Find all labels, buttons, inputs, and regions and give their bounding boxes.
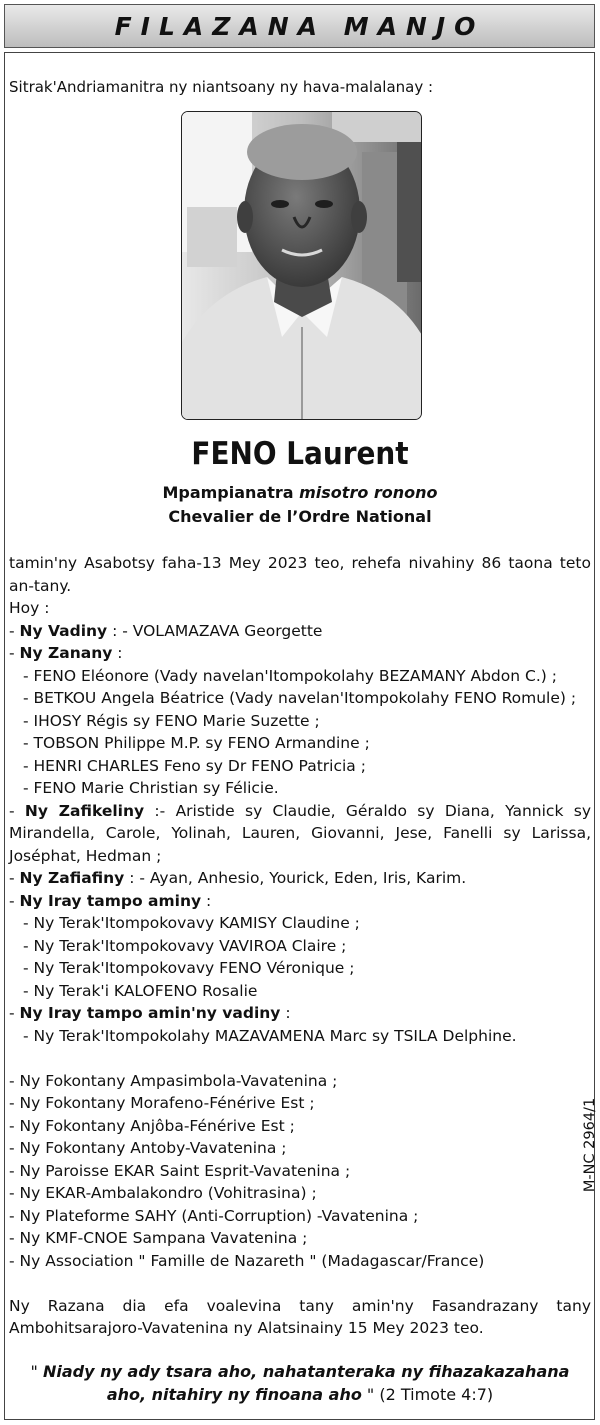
header-banner xyxy=(4,4,595,48)
portrait-image xyxy=(182,112,422,420)
intro-text: Sitrak'Andriamanitra ny niantsoany ny hava-malalanay : xyxy=(9,78,434,96)
vady-value: : - VOLAMAZAVA Georgette xyxy=(107,621,323,640)
list-item: - FENO Eléonore (Vady navelan'Itompokolahy BEZAMANY Abdon C.) ; xyxy=(23,666,557,685)
hoy-label: Hoy : xyxy=(9,599,50,617)
list-item: - BETKOU Angela Béatrice (Vady navelan'Itompokolahy FENO Romule) ; xyxy=(23,689,577,707)
announcement-text: tamin'ny Asabotsy faha-13 Mey 2023 teo, rehefa nivahiny 86 taona teto an-tany. xyxy=(9,554,591,595)
list-item: - Ny Terak'Itompokovavy FENO Véronique ; xyxy=(23,959,355,977)
list-item: - FENO Marie Christian sy Félicie. xyxy=(23,779,279,797)
header-title: FILAZANA MANJO xyxy=(114,12,485,41)
organization-item: - Ny Fokontany Antoby-Vavatenina ; xyxy=(9,1139,287,1157)
deceased-profession: Mpampianatra xyxy=(162,483,300,502)
zanany-label: Ny Zanany xyxy=(19,644,113,662)
bible-quote xyxy=(20,1360,580,1406)
zafikeliny-value: :- Aristide sy Claudie, Géraldo sy Diana, Yannick sy Mirandella, Carole, Yolinah, Lauren, Giovanni, Jese, Fanelli sy Larissa, Joséphat, Hedman ; xyxy=(9,801,591,865)
list-item: - HENRI CHARLES Feno sy Dr FENO Patricia ; xyxy=(23,756,366,775)
vady-line: - Ny Vadiny : - VOLAMAZAVA Georgette xyxy=(9,621,323,640)
iray-tampo-vady-line: - Ny Iray tampo amin'ny vadiny : xyxy=(9,1004,291,1022)
reference-text: M-NC 2964/1 xyxy=(582,1097,598,1193)
list-item: - IHOSY Régis sy FENO Marie Suzette ; xyxy=(23,711,320,730)
deceased-retired: misotro ronono xyxy=(299,483,438,502)
organization-item: - Ny EKAR-Ambalakondro (Vohitrasina) ; xyxy=(9,1184,317,1202)
organization-item: - Ny Association " Famille de Nazareth " (Madagascar/France) xyxy=(9,1251,485,1270)
notice-body xyxy=(9,552,591,1340)
iray-tampo-line: - Ny Iray tampo aminy : xyxy=(9,891,212,910)
quote-text: Niady ny ady tsara aho, nahatanteraka ny fihazakazahana aho, nitahiry ny finoana aho xyxy=(43,1362,570,1404)
zafikeliny-label: Ny Zafikeliny xyxy=(24,801,145,820)
deceased-title-line2: Chevalier de l’Ordre National xyxy=(168,507,432,526)
organization-item: - Ny KMF-CNOE Sampana Vavatenina ; xyxy=(9,1229,308,1247)
iray-tampo-vady-label: Ny Iray tampo amin'ny vadiny xyxy=(19,1004,281,1022)
zafiafiny-label: Ny Zafiafiny xyxy=(19,869,125,887)
zafikeliny-line: - Ny Zafikeliny :- Aristide sy Claudie, Géraldo sy Diana, Yannick sy Mirandella, Carole, Yolinah, Lauren, Giovanni, Jese, Fanelli sy Larissa, Joséphat, Hedman ; xyxy=(9,801,591,865)
zafiafiny-line: - Ny Zafiafiny : - Ayan, Anhesio, Yourick, Eden, Iris, Karim. xyxy=(9,869,467,887)
portrait-photo xyxy=(181,111,422,420)
iray-tampo-label: Ny Iray tampo aminy xyxy=(19,891,202,910)
list-item: - TOBSON Philippe M.P. sy FENO Armandine ; xyxy=(23,734,370,752)
organization-item: - Ny Plateforme SAHY (Anti-Corruption) -Vavatenina ; xyxy=(9,1206,419,1225)
deceased-title-line1 xyxy=(0,483,600,502)
burial-text: Ny Razana dia efa voalevina tany amin'ny Fasandrazany tany Ambohitsarajoro-Vavatenina ny Alatsinainy 15 Mey 2023 teo. xyxy=(9,1296,591,1337)
reference-code xyxy=(578,1090,600,1200)
quote-close: " xyxy=(361,1385,380,1404)
organization-item: - Ny Paroisse EKAR Saint Esprit-Vavatenina ; xyxy=(9,1161,351,1180)
organization-item: - Ny Fokontany Anjôba-Fénérive Est ; xyxy=(9,1116,295,1135)
zafiafiny-value: : - Ayan, Anhesio, Yourick, Eden, Iris, Karim. xyxy=(124,869,467,887)
list-item: - Ny Terak'Itompokolahy MAZAVAMENA Marc sy TSILA Delphine. xyxy=(23,1026,517,1045)
zanany-line: - Ny Zanany : xyxy=(9,644,123,662)
list-item: - Ny Terak'Itompokovavy VAVIROA Claire ; xyxy=(23,936,347,955)
quote-open: " xyxy=(30,1362,43,1381)
organization-item: - Ny Fokontany Morafeno-Fénérive Est ; xyxy=(9,1094,315,1112)
list-item: - Ny Terak'i KALOFENO Rosalie xyxy=(23,981,258,1000)
vady-label: Ny Vadiny xyxy=(19,621,108,640)
organization-item: - Ny Fokontany Ampasimbola-Vavatenina ; xyxy=(9,1071,338,1090)
deceased-name: FENO Laurent xyxy=(191,436,409,472)
list-item: - Ny Terak'Itompokovavy KAMISY Claudine ; xyxy=(23,914,360,932)
quote-source: (2 Timote 4:7) xyxy=(379,1385,494,1404)
